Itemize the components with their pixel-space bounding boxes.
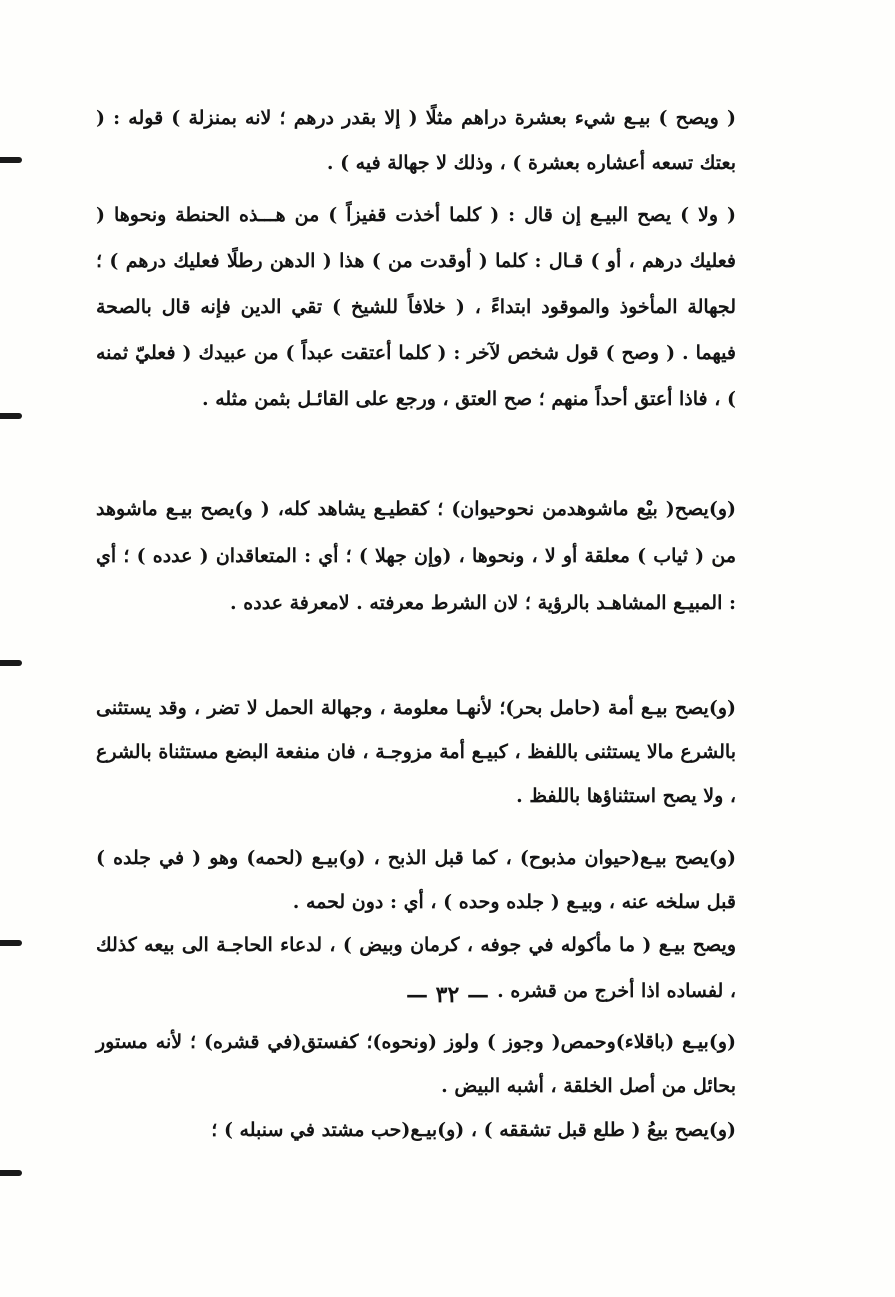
paragraph-text: (و)يصح بيـع(حيوان مذبوح) ، كما قبل الذبح ، (و)بيـع (لحمه) وهو ( في جلده ) قبل سلخه عنه ، وبيـع ( جلده وحده ) ، أي : دون لحمه . xyxy=(96,847,736,913)
paragraph-text: ( ولا ) يصح البيـع إن قال : ( كلما أخذت قفيزاً ) من هـــذه الحنطة ونحوها ( فعليك درهم ، أو ) قـال : كلما ( أوقدت من ) هذا ( الدهن رطلًا فعليك درهم ) ؛ لجهالة المأخوذ والموقود ابتداءً ، ( خلافاً للشيخ ) تقي الدين فإنه قال بالصحة فيهما . ( وصح ) قول شخص لآخر : ( كلما أعتقت عبداً ) من عبيدك ( فعليّ ثمنه ) ، فاذا أعتق أحداً منهم ؛ صح العتق ، ورجع على القائـل بثمن مثله . xyxy=(96,204,736,410)
paragraph xyxy=(96,836,736,924)
paragraph-text: ( ويصح ) بيـع شيء بعشرة دراهم مثلًا ( إلا بقدر درهم ؛ لانه بمنزلة ) قوله : ( بعتك تسعه أعشاره بعشرة ) ، وذلك لا جهالة فيه ) . xyxy=(96,107,736,174)
paragraph-text: (و)بيـع (باقلاء)وحمص( وجوز ) ولوز (ونحوه)؛ كفستق(في قشره) ؛ لأنه مستور بحائل من أصل الخلقة ، أشبه البيض . xyxy=(96,1031,736,1097)
paragraph xyxy=(96,686,736,818)
paragraph xyxy=(96,1108,736,1152)
paragraph xyxy=(96,192,736,422)
paragraph xyxy=(96,486,736,627)
paragraph-text: ويصح بيـع ( ما مأكوله في جوفه ، كرمان وبيض ) ، لدعاء الحاجـة الى بيعه كذلك ، لفساده اذا أخرج من قشره . xyxy=(96,934,736,1002)
binding-mark xyxy=(0,413,22,419)
binding-mark xyxy=(0,157,22,163)
paragraph-text: (و)يصح بيـع أمة (حامل بحر)؛ لأنهـا معلومة ، وجهالة الحمل لا تضر ، وقد يستثنى بالشرع مالا يستثنى باللفظ ، كبيـع أمة مزوجـة ، فان منفعة البضع مستثناة بالشرع ، ولا يصح استثناؤها باللفظ . xyxy=(96,697,736,807)
binding-mark xyxy=(0,1170,22,1176)
page-number: — ٣٢ — xyxy=(406,982,489,1008)
binding-mark xyxy=(0,940,22,946)
paragraph-text: (و)يصح( بيْع ماشوهدمن نحوحيوان) ؛ كقطيـع يشاهد كله، ( و)يصح بيـع ماشوهد من ( ثياب ) معلقة أو لا ، ونحوها ، (وإن جهلا ) ؛ أي : المتعاقدان ( عدده ) ؛ أي : المبيـع المشاهـد بالرؤية ؛ لان الشرط معرفته . لامعرفة عدده . xyxy=(96,498,736,614)
paragraph-text: (و)يصح بيعُ ( طلع قبل تشققه ) ، (و)بيـع(حب مشتد في سنبله ) ؛ xyxy=(211,1119,736,1141)
binding-mark xyxy=(0,660,22,666)
paragraph xyxy=(96,96,736,186)
paragraph xyxy=(96,1020,736,1108)
